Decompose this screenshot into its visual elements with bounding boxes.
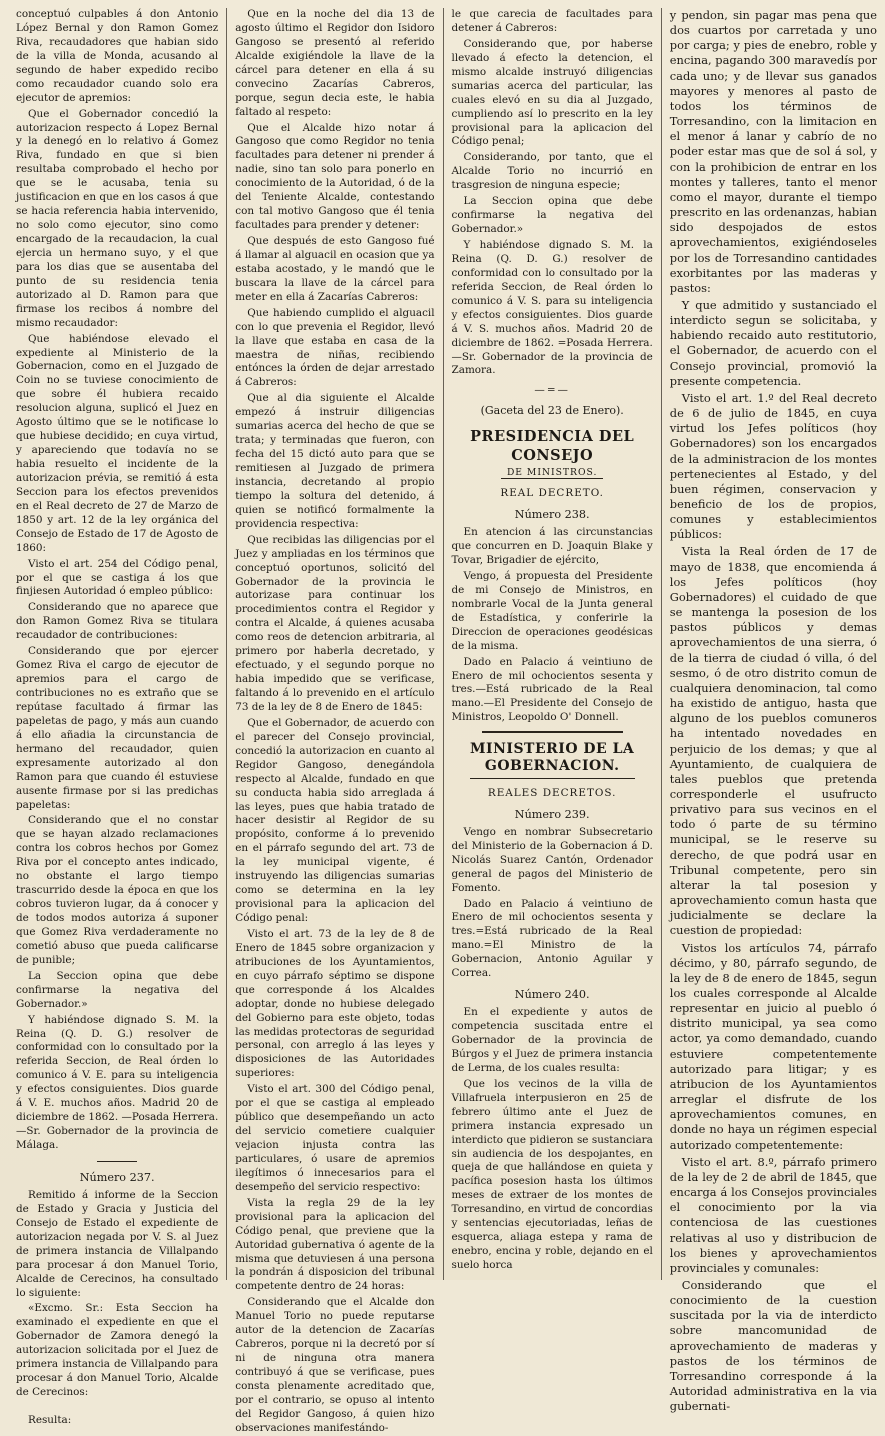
column-4 [662, 8, 879, 1414]
paragraph: Que habiendo cumplido el alguacil con lo que prevenia el Regidor, llevó la llave que estaba en casa de la maestra de niñas, recibiendo entónces la órden de dejar arrestado á Cabreros: [235, 306, 435, 389]
paragraph: Considerando que el Alcalde don Manuel Torio no puede reputarse autor de la detencion de Zacarías Cabreros, porque ni la decretó por sí ni de ninguna otra manera contribuyó á que se verificase, pues consta plenamente acreditado que, por el contrario, se opuso al intento del Regidor Gangoso, á quien hizo observaciones manifestándo- [235, 1296, 435, 1434]
paragraph: conceptuó culpables á don Antonio López Bernal y don Ramon Gomez Riva, recaudadores que habian sido de la villa de Monda, acusando al segundo de haber expedido recibo como recaudador cuando solo era ejecutor de apremios: [16, 8, 219, 104]
heading-rule [470, 778, 635, 779]
section-number: Número 238. [514, 508, 590, 522]
paragraph: Y que admitido y sustanciado el interdicto segun se solicitaba, y habiendo recaido auto restitutorio, el Gobernador, de acuerdo con el Consejo provincial, promovió la presente competencia. [669, 297, 877, 388]
heading-real-decreto: REAL DECRETO. [500, 487, 604, 500]
paragraph: Vengo, á propuesta del Presidente de mi Consejo de Ministros, en nombrarle Vocal de la Junta general de Estadística, y conferirle la Direccion de operaciones geodésicas de la misma. [451, 569, 653, 652]
paragraph: Visto el art. 8.º, párrafo primero de la ley de 2 de abril de 1845, que encarga á los Consejos provinciales el conocimiento por la via contenciosa de las cuestiones relativas al uso y distribucion de los bienes y aprovechamientos provinciales y comunales: [669, 1154, 877, 1275]
paragraph: En el expediente y autos de competencia suscitada entre el Gobernador de la provincia de Búrgos y el Juez de primera instancia de Lerma, de los cuales resulta: [451, 1006, 653, 1074]
subheading-ministros [452, 467, 653, 479]
paragraph: Visto el art. 300 del Código penal, por el que se castiga al empleado público que desempeñando un acto del servicio cometiere cualquier vejacion injusta contra las particulares, ó usare de apremios ilegítimos ó innecesarios para el desempeño del servicio respectivo: [235, 1083, 435, 1193]
paragraph: Que recibidas las diligencias por el Juez y ampliadas en los términos que conceptuó oportunos, solicitó del Gobernador de la provincia le autorizase para continuar los procedimientos contra el Regidor y contra el Alcalde, á quienes acusaba como reos de detencion arbitraria, al primero por haberla decretado, y efectuado, y el segundo porque no habia impedido que se verificase, faltando á lo prevenido en el artículo 73 de la ley de 8 de Enero de 1845: [235, 533, 435, 713]
separator: —=— [534, 384, 570, 397]
heading-ministerio: MINISTERIO DE LA GOBERNACION. [470, 741, 635, 775]
paragraph: Vistos los artículos 74, párrafo décimo, y 80, párrafo segundo, de la ley de 8 de enero de 1845, segun los cuales corresponde al Alcalde representar en juicio al pueblo ó distrito municipal, ya sea como actor, ya como demandado, cuando estuviere competentemente autorizado para litigar; y es atribucion de los Ayuntamientos arreglar el disfrute de los aprovechamientos comunes, en donde no haya un régimen especial autorizado competentemente: [669, 940, 877, 1152]
paragraph: Vengo en nombrar Subsecretario del Ministerio de la Gobernacion á D. Nicolás Suarez Cantón, Ordenador general de pagos del Ministerio de Fomento. [451, 825, 653, 894]
paragraph: Y habiéndose dignado S. M. la Reina (Q. D. G.) resolver de conformidad con lo consultado por la referida Seccion, de Real órden lo comunico á V. E. para su inteligencia y efectos consiguientes. Dios guarde á V. E. muchos años. Madrid 20 de diciembre de 1862. —Posada Herrera.—Sr. Gobernador de la provincia de Málaga. [16, 1013, 219, 1151]
paragraph: Considerando que el conocimiento de la cuestion suscitada por la via de interdicto sobre mancomunidad de aprovechamiento de maderas y pastos de los términos de Torresandino corresponde á la Autoridad administrativa en la via gubernati- [669, 1277, 877, 1414]
paragraph: La Seccion opina que debe confirmarse la negativa del Gobernador.» [16, 969, 219, 1010]
column-divider [661, 8, 662, 1280]
paragraph: La Seccion opina que debe confirmarse la negativa del Gobernador.» [451, 195, 653, 236]
paragraph: Vista la Real órden de 17 de mayo de 1838, que encomienda á los Jefes políticos (hoy Gobernadores) el cuidado de que se mantenga la posesion de los pastos públicos y demas aprovechamientos de una sierra, ó de la tierra de ciudad ó villa, ó del sesmo, ó de otro distrito comun de cualquiera denominacion, tal como ha existido de antiguo, hasta que alguno de los pueblos comuneros ha intentado novedades en perjuicio de los demas; y que al Ayuntamiento, de cualquiera de tales pueblos que pretenda corresponderle el usufructo privativo para sus vecinos en el todo ó parte de su término municipal, se le reserve su derecho, de que podrá usar en Tribunal competente, pero sin alterar la tal posesion y aprovechamiento comun hasta que judicialmente se declare la cuestion de propiedad: [669, 544, 877, 938]
column-divider [226, 8, 227, 1280]
paragraph: Que en la noche del dia 13 de agosto último el Regidor don Isidoro Gangoso se presentó al referido Alcalde exigiéndole la llave de la cárcel para detener en ella á su convecino Zacarías Cabreros, porque, segun decia este, le habia faltado al respeto: [235, 8, 435, 118]
paragraph: Considerando que el no constar que se hayan alzado reclamaciones contra los cobros hechos por Gomez Riva por el concepto antes indicado, no obstante el largo tiempo trascurrido desde la época en que los cobros tuvieron lugar, da á conocer y de todos modos autoriza á suponer que Gomez Riva verdaderamente no cometió abuso que pueda calificarse de punible; [16, 814, 219, 966]
paragraph: Dado en Palacio á veintiuno de Enero de mil ochocientos sesenta y tres.—Está rubricado de la Real mano.—El Presidente del Consejo de Ministros, Leopoldo O' Donnell. [451, 655, 653, 724]
heading-reales-decretos: REALES DECRETOS. [487, 786, 617, 799]
paragraph: Que el Alcalde hizo notar á Gangoso que como Regidor no tenia facultades para detener ni prender á nadie, sino tan solo para ponerlo en conocimiento de la Autoridad, ó de la del Teniente Alcalde, contestando con tal motivo Gangoso que él tenia facultades para prender y detener: [235, 121, 435, 232]
paragraph: Que el Gobernador, de acuerdo con el parecer del Consejo provincial, concedió la autorizacion en cuanto al Regidor Gangoso, denegándola respecto al Alcalde, fundado en que su conducta habia sido arreglada á las leyes, pues que habia tratado de hacer desistir al Regidor de su propósito, conforme á lo prevenido en el párrafo segundo del art. 73 de la ley municipal vigente, é instruyendo las diligencias sumarias como se determina en la ley provisional para la aplicacion del Código penal: [235, 716, 435, 924]
paragraph: Remitido á informe de la Seccion de Estado y Gracia y Justicia del Consejo de Estado el expediente de autorizacion negada por V. S. al Juez de primera instancia de Villalpando para procesar á don Manuel Torio, Alcalde de Cerecinos, ha consultado lo siguiente: [16, 1188, 219, 1299]
column-2 [227, 8, 442, 1434]
paragraph: «Excmo. Sr.: Esta Seccion ha examinado el expediente en que el Gobernador de Zamora denegó la autorizacion solicitada por el Juez de primera instancia de Villalpando para procesar á don Manuel Torio, Alcalde de Cerecinos: [16, 1302, 219, 1399]
paragraph: Que el Gobernador concedió la autorizacion respecto á Lopez Bernal y la denegó en lo relativo á Gomez Riva, fundado en que si bien resultaba comprobado el hecho por que se le acusaba, tenia su justificacion en que en los casos á que se hacia referencia habia intervenido, no solo como ejecutor, sino como encargado de la recaudacion, la cual ejercia un hermano suyo, y el que para los dias que se ausentaba del punto de su residencia tenia autorizado al D. Ramon para que firmase los recibos á nombre del mismo recaudador: [16, 107, 219, 329]
separator [482, 731, 623, 733]
paragraph: Vista la regla 29 de la ley provisional para la aplicacion del Código penal, que previene que la Autoridad gubernativa ó agente de la misma que detuviesen á una persona la pondrán á disposicion del tribunal competente dentro de 24 horas: [235, 1196, 435, 1293]
subheading-text: DE MINISTROS. [501, 467, 603, 479]
paragraph: Que al dia siguiente el Alcalde empezó á instruir diligencias sumarias acerca del hecho de que se trata; y terminadas que fueron, con fecha del 15 dictó auto para que se remitiesen al Juzgado de primera instancia, decretando al propio tiempo la soltura del detenido, á quien se notificó formalmente la providencia respectiva: [235, 392, 435, 530]
separator [97, 1161, 137, 1162]
paragraph: Visto el art. 254 del Código penal, por el que se castiga á los que finjiesen Autoridad ó empleo público: [16, 557, 219, 598]
paragraph: le que carecia de facultades para detener á Cabreros: [451, 8, 653, 34]
column-3 [444, 8, 661, 1280]
paragraph: Visto el art. 1.º del Real decreto de 6 de julio de 1845, en cuya virtud los Jefes políticos (hoy Gobernadores) son los encargados de la administracion de los montes pertenecientes al Estado, y del buen régimen, conservacion y beneficio de los de propios, comunes y establecimientos públicos: [669, 390, 877, 542]
section-number: Número 240. [514, 988, 590, 1002]
paragraph: Visto el art. 73 de la ley de 8 de Enero de 1845 sobre organizacion y atribuciones de los Ayuntamientos, en cuyo párrafo séptimo se dispone que corresponde á los Alcaldes adoptar, donde no hubiese delegado del Gobierno para este objeto, todas las medidas protectoras de seguridad personal, con arreglo á las leyes y disposiciones de las Autoridades superiores: [235, 927, 435, 1080]
paragraph: Considerando que, por haberse llevado á efecto la detencion, el mismo alcalde instruyó diligencias sumarias acerca del particular, las cuales elevó en su dia al Juzgado, cumpliendo así lo prescrito en la ley provisional para la aplicacion del Código penal; [451, 37, 653, 148]
section-number: Número 239. [514, 807, 590, 821]
paragraph: Que después de esto Gangoso fué á llamar al alguacil en ocasion que ya estaba acostado, y le mandó que le buscara la llave de la cárcel para meter en ella á Zacarías Cabreros: [235, 235, 435, 303]
paragraph: Dado en Palacio á veintiuno de Enero de mil ochocientos sesenta y tres.=Está rubricado de la Real mano.=El Ministro de la Gobernacion, Antonio Aguilar y Correa. [451, 897, 653, 980]
paragraph: Considerando que por ejercer Gomez Riva el cargo de ejecutor de apremios para el cargo de contribuciones no es extraño que se repútase facultado á firmar las papeletas de pago, y más aun cuando á ello añadia la circunstancia de hermano del recaudador, quien expresamente autorizado al don Ramon para que cuando él estuviese ausente firmase por si las predichas papeletas: [16, 645, 219, 811]
column-divider [443, 8, 444, 1280]
heading-presidencia: PRESIDENCIA DEL CONSEJO [470, 428, 635, 465]
paragraph: y pendon, sin pagar mas pena que dos cuartos por carretada y uno por carga; y pies de enebro, roble y encina, pagando 300 maravedís por cada uno; y de llevar sus ganados mayores y menores al pasto de todos los términos de Torresandino, con la limitacion en el menor á lanar y cabrío de no poder estar mas que de sol á sol, y con la prohibicion de entrar en los montes y talleres, tanto el menor como el mayor, durante el tiempo prescrito en las ordenanzas, habian sido despojados de estos aprovechamientos, exigiéndoseles por los de Torresandino cantidades exorbitantes por las maderas y pastos: [669, 8, 877, 295]
paragraph: Que los vecinos de la villa de Villafruela interpusieron en 25 de febrero último ante el Juez de primera instancia expresado un interdicto que pidieron se sustanciara sin audiencia de los despojantes, en queja de que hallándose en quieta y pacífica posesion hasta los últimos meses de extraer de los montes de Torresandino, en virtud de concordias y sentencias ejecutoriadas, leñas de esquerca, aliaga estepa y rama de enebro, encina y roble, dejando en el suelo horca [451, 1077, 653, 1271]
paragraph: En atencion á las circunstancias que concurren en D. Joaquin Blake y Tovar, Brigadier de ejército, [451, 526, 653, 567]
paragraph: Considerando que no aparece que don Ramon Gomez Riva se titulara recaudador de contribuciones: [16, 601, 219, 642]
paragraph: Y habiéndose dignado S. M. la Reina (Q. D. G.) resolver de conformidad con lo consultado por la referida Seccion, de Real órden lo comunico á V. S. para su inteligencia y efectos consiguientes. Dios guarde á V. S. muchos años. Madrid 20 de diciembre de 1862. =Posada Herrera.—Sr. Gobernador de la provincia de Zamora. [451, 239, 653, 377]
paragraph: Considerando, por tanto, que el Alcalde Torio no incurrió en trasgresion de ninguna especie; [451, 151, 653, 192]
paragraph: Que habiéndose elevado el expediente al Ministerio de la Gobernacion, como en el Juzgado de Coin no se tuviese conocimiento de que sobre él hubiera recaido resolucion alguna, suplicó el Juez en Agosto último que se le notificase lo que hubiese decidido; en cuya virtud, y apareciendo que todavía no se habia resuelto el incidente de la autorizacion prévia, se remitió á esta Seccion para los efectos prevenidos en el Real decreto de 27 de Marzo de 1850 y art. 12 de la ley orgánica del Consejo de Estado de 17 de Agosto de 1860: [16, 332, 219, 554]
section-number: Número 237. [79, 1170, 155, 1184]
column-1 [14, 8, 226, 1426]
gaceta-citation: (Gaceta del 23 de Enero). [480, 404, 624, 418]
paragraph: Resulta: [28, 1414, 72, 1426]
